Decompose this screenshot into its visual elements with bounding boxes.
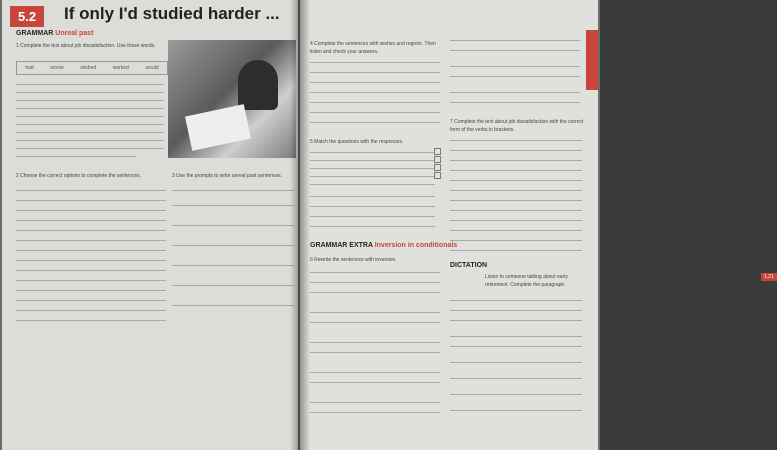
text-line bbox=[450, 220, 582, 221]
grammar-heading-topic: Unreal past bbox=[55, 30, 94, 37]
text-line bbox=[310, 372, 440, 373]
grammar-extra-heading bbox=[310, 242, 457, 249]
word-bank-item: had bbox=[25, 65, 34, 71]
text-line bbox=[450, 150, 582, 151]
text-line bbox=[172, 265, 294, 266]
text-line bbox=[16, 108, 164, 109]
text-line bbox=[310, 352, 440, 353]
text-line bbox=[172, 225, 294, 226]
text-line bbox=[310, 160, 435, 161]
text-line bbox=[450, 190, 582, 191]
text-line bbox=[310, 342, 440, 343]
exercise-5-instruction: 5 Match the questions with the responses. bbox=[310, 139, 404, 145]
text-line bbox=[450, 180, 582, 181]
text-line bbox=[310, 62, 440, 63]
text-line bbox=[16, 270, 166, 271]
answer-checkbox[interactable] bbox=[434, 148, 441, 155]
text-line bbox=[16, 240, 166, 241]
grammar-heading bbox=[16, 30, 93, 37]
book-gutter bbox=[290, 0, 310, 450]
word-bank-item: worse bbox=[50, 65, 64, 71]
text-line bbox=[172, 245, 294, 246]
text-line bbox=[310, 82, 440, 83]
text-line bbox=[310, 112, 440, 113]
text-line bbox=[310, 168, 435, 169]
text-line bbox=[450, 346, 582, 347]
word-bank-item: wished bbox=[80, 65, 97, 71]
text-line bbox=[16, 300, 166, 301]
text-line bbox=[450, 250, 582, 251]
text-line bbox=[310, 184, 435, 185]
text-line bbox=[310, 196, 435, 197]
text-line bbox=[450, 300, 582, 301]
word-bank-item: worked bbox=[112, 65, 129, 71]
grammar-heading-label: GRAMMAR bbox=[16, 30, 54, 37]
text-line bbox=[450, 362, 582, 363]
text-line bbox=[450, 140, 582, 141]
page-title: If only I'd studied harder ... bbox=[64, 4, 280, 23]
text-line bbox=[310, 226, 435, 227]
text-line bbox=[16, 92, 164, 93]
text-line bbox=[450, 170, 582, 171]
text-line bbox=[450, 160, 582, 161]
text-line bbox=[450, 66, 580, 67]
dictation-heading: DICTATION bbox=[450, 262, 488, 269]
text-line bbox=[16, 220, 166, 221]
text-line bbox=[450, 394, 582, 395]
text-line bbox=[172, 285, 294, 286]
exercise-1-instruction: 1 Complete the text about job dissatisfaction. Use these words. bbox=[16, 43, 156, 49]
text-line bbox=[16, 132, 164, 133]
text-line bbox=[16, 84, 164, 85]
office-worker-photo bbox=[168, 40, 296, 158]
text-line bbox=[450, 92, 580, 93]
exercise-4-instruction: 4 Complete the sentences with wishes and regrets. Then listen and check your answers. bbox=[310, 41, 436, 55]
text-line bbox=[16, 116, 164, 117]
text-line bbox=[450, 410, 582, 411]
text-line bbox=[450, 378, 582, 379]
text-line bbox=[16, 310, 166, 311]
text-line bbox=[16, 124, 164, 125]
text-line bbox=[310, 322, 440, 323]
text-line bbox=[16, 250, 166, 251]
text-line bbox=[450, 102, 580, 103]
text-line bbox=[310, 206, 435, 207]
text-line bbox=[172, 305, 294, 306]
exercise-3-instruction: 3 Use the prompts to write unreal past sentences. bbox=[172, 173, 283, 179]
text-line bbox=[310, 402, 440, 403]
text-line bbox=[450, 336, 582, 337]
dictation-instruction: Listen to someone talking about early retirement. Complete the paragraph. bbox=[485, 274, 568, 288]
text-line bbox=[310, 92, 440, 93]
exercise-6-instruction: 6 Rewrite the sentences with inversion. bbox=[310, 257, 397, 263]
exercise-7-instruction: 7 Complete the text about job dissatisfaction with the correct form of the verbs in brackets. bbox=[450, 119, 584, 133]
text-line bbox=[310, 72, 440, 73]
text-line bbox=[450, 40, 580, 41]
text-line bbox=[450, 210, 582, 211]
text-line bbox=[310, 122, 440, 123]
text-line bbox=[172, 190, 294, 191]
text-line bbox=[310, 102, 440, 103]
text-line bbox=[450, 320, 582, 321]
text-line bbox=[310, 152, 435, 153]
photo-person bbox=[238, 60, 278, 110]
text-line bbox=[16, 230, 166, 231]
audio-track-tag: 1.21 bbox=[761, 273, 777, 281]
text-line bbox=[450, 76, 580, 77]
text-line bbox=[310, 216, 435, 217]
text-line bbox=[16, 190, 166, 191]
unit-side-tab bbox=[586, 30, 598, 90]
right-page bbox=[300, 0, 774, 450]
text-line bbox=[310, 176, 435, 177]
grammar-extra-topic: Inversion in conditionals bbox=[374, 242, 458, 249]
text-line bbox=[172, 205, 294, 206]
answer-checkbox[interactable] bbox=[434, 172, 441, 179]
answer-checkbox[interactable] bbox=[434, 164, 441, 171]
text-line bbox=[16, 148, 164, 149]
text-line bbox=[16, 320, 166, 321]
text-line bbox=[450, 310, 582, 311]
text-line bbox=[310, 382, 440, 383]
text-line bbox=[16, 290, 166, 291]
text-line bbox=[450, 200, 582, 201]
text-line bbox=[310, 292, 440, 293]
text-line bbox=[16, 156, 136, 157]
photo-papers bbox=[185, 104, 251, 151]
text-line bbox=[16, 210, 166, 211]
word-bank bbox=[16, 61, 168, 75]
grammar-extra-label: GRAMMAR EXTRA bbox=[310, 242, 373, 249]
left-page bbox=[2, 0, 298, 450]
text-line bbox=[16, 260, 166, 261]
text-line bbox=[310, 272, 440, 273]
text-line bbox=[450, 50, 580, 51]
text-line bbox=[310, 312, 440, 313]
text-line bbox=[450, 230, 582, 231]
text-line bbox=[310, 412, 440, 413]
text-line bbox=[16, 200, 166, 201]
text-line bbox=[450, 240, 582, 241]
exercise-2-instruction: 2 Choose the correct options to complete the sentences. bbox=[16, 173, 142, 179]
unit-badge: 5.2 bbox=[10, 6, 44, 27]
text-line bbox=[16, 280, 166, 281]
word-bank-item: would bbox=[145, 65, 159, 71]
text-line bbox=[16, 140, 164, 141]
text-line bbox=[16, 100, 164, 101]
text-line bbox=[310, 282, 440, 283]
answer-checkbox[interactable] bbox=[434, 156, 441, 163]
